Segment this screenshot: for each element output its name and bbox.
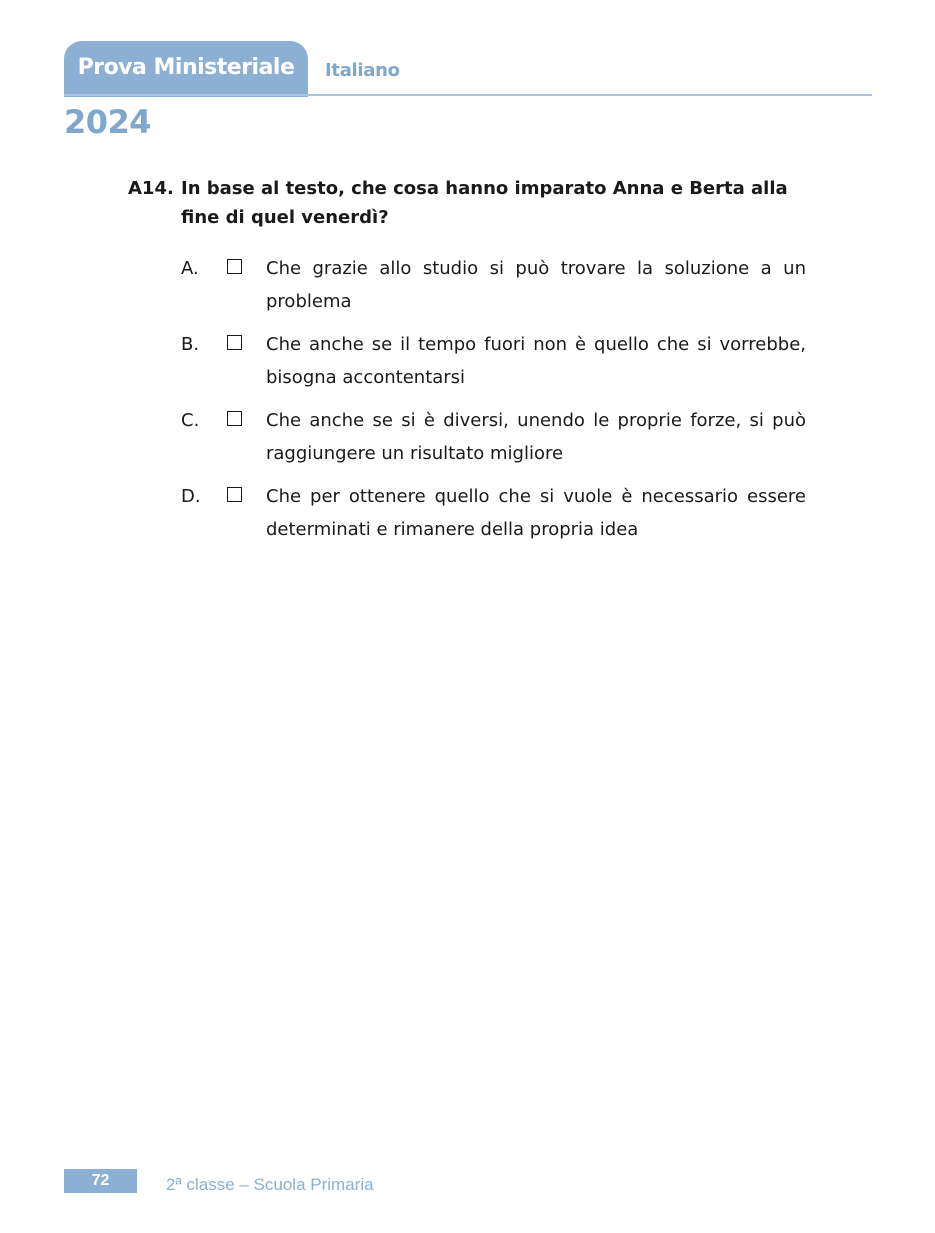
question-number: A14. — [128, 178, 174, 199]
answer-options — [181, 252, 821, 556]
option-c — [181, 404, 806, 470]
footer-text: 2ª classe – Scuola Primaria — [166, 1175, 374, 1194]
header-tab — [64, 41, 308, 97]
header-divider — [64, 94, 872, 96]
option-c-checkbox[interactable] — [227, 411, 242, 426]
option-d-checkbox[interactable] — [227, 487, 242, 502]
option-letter: D. — [181, 486, 201, 507]
option-text: Che anche se il tempo fuori non è quello che si vorrebbe, bisogna accontentarsi — [266, 334, 806, 388]
option-a — [181, 252, 806, 318]
option-letter: A. — [181, 258, 199, 279]
option-letter: C. — [181, 410, 200, 431]
page-number: 72 — [64, 1169, 137, 1193]
option-b-checkbox[interactable] — [227, 335, 242, 350]
option-letter: B. — [181, 334, 200, 355]
option-text: Che per ottenere quello che si vuole è necessario essere determinati e rimanere della propria idea — [266, 486, 806, 540]
option-a-checkbox[interactable] — [227, 259, 242, 274]
header-subject: Italiano — [325, 60, 400, 81]
question — [128, 174, 818, 232]
option-b — [181, 328, 806, 394]
header-tab-label: Prova Ministeriale — [77, 54, 295, 80]
option-text: Che grazie allo studio si può trovare la soluzione a un problema — [266, 258, 806, 312]
header-year: 2024 — [64, 103, 152, 141]
option-d — [181, 480, 806, 546]
option-text: Che anche se si è diversi, unendo le proprie forze, si può raggiungere un risultato migliore — [266, 410, 806, 464]
question-text: In base al testo, che cosa hanno imparato Anna e Berta alla fine di quel venerdì? — [181, 178, 788, 228]
